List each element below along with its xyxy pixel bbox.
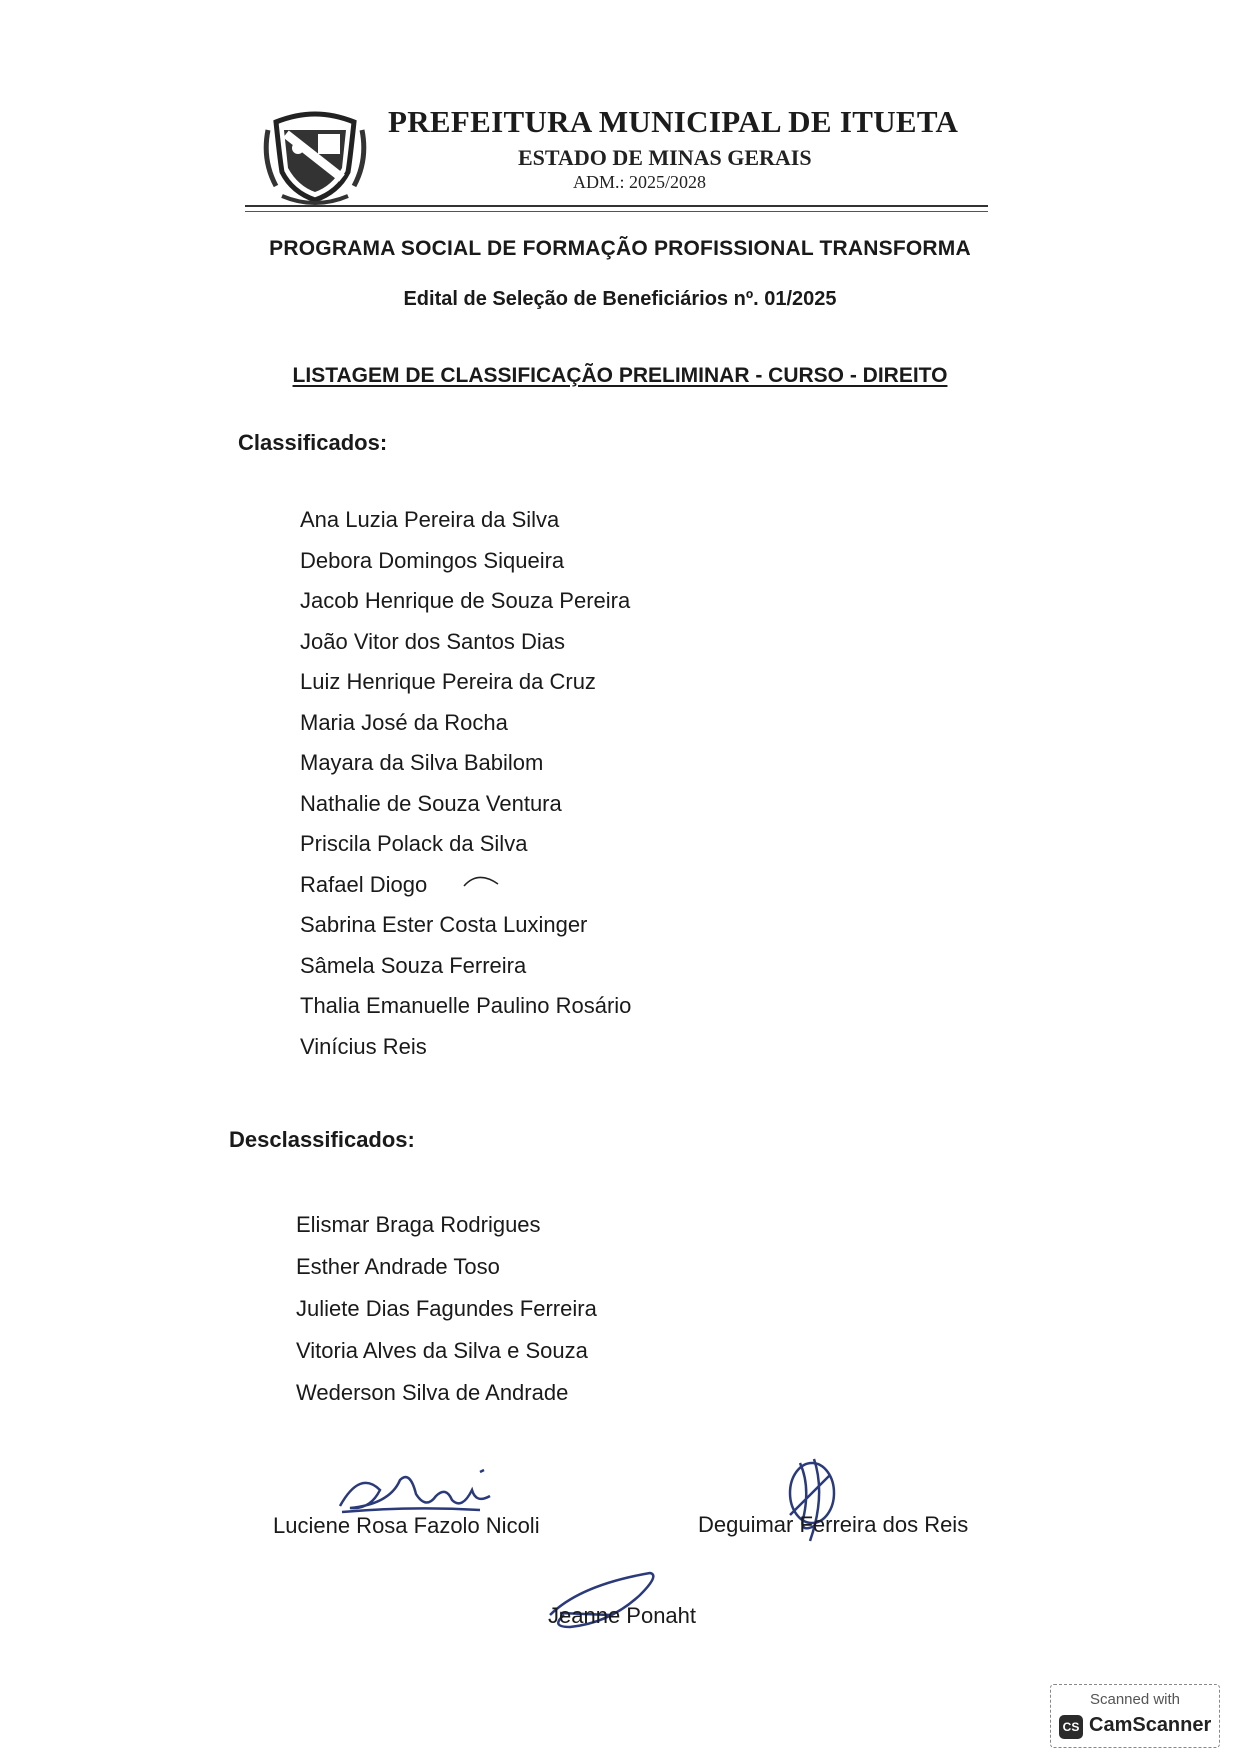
disqualified-heading: Desclassificados: (229, 1127, 415, 1152)
scanner-watermark (1050, 1684, 1220, 1748)
scanner-caption: Scanned with (1089, 1691, 1181, 1708)
header-divider (245, 205, 988, 207)
signature-name-1: Luciene Rosa Fazolo Nicoli (273, 1513, 540, 1538)
list-item: Sabrina Ester Costa Luxinger (300, 912, 588, 937)
list-item: Debora Domingos Siqueira (300, 547, 565, 573)
list-item: Juliete Dias Fagundes Ferreira (296, 1296, 597, 1321)
list-item: Nathalie de Souza Ventura (300, 790, 562, 816)
scanner-brand: CamScanner (1089, 1714, 1212, 1736)
list-item: Elismar Braga Rodrigues (296, 1212, 541, 1237)
signature-name-2: Deguimar Ferreira dos Reis (698, 1512, 969, 1537)
classified-list (300, 500, 631, 1067)
list-item: Sâmela Souza Ferreira (300, 952, 527, 978)
signature-mark-1-icon (330, 1460, 510, 1520)
pen-mark-icon (462, 870, 502, 890)
municipality-title: PREFEITURA MUNICIPAL DE ITUETA (388, 104, 959, 139)
list-item: Jacob Henrique de Souza Pereira (300, 588, 631, 613)
list-item: João Vitor dos Santos Dias (300, 628, 565, 654)
camscanner-logo-icon: CS (1059, 1715, 1083, 1739)
list-item: Mayara da Silva Babilom (300, 750, 544, 775)
classified-heading: Classificados: (238, 430, 388, 455)
list-item: Maria José da Rocha (300, 709, 508, 735)
state-subtitle: ESTADO DE MINAS GERAIS (518, 145, 812, 170)
list-item: Vitoria Alves da Silva e Souza (296, 1338, 588, 1363)
disqualified-list (296, 1204, 597, 1414)
municipal-crest-icon (262, 100, 368, 206)
list-item: Esther Andrade Toso (296, 1254, 500, 1279)
list-item: Ana Luzia Pereira da Silva (300, 507, 560, 532)
list-item: Luiz Henrique Pereira da Cruz (300, 669, 596, 694)
list-title: LISTAGEM DE CLASSIFICAÇÃO PRELIMINAR - CURSO - DIREITO (292, 364, 948, 387)
list-item: Thalia Emanuelle Paulino Rosário (300, 993, 632, 1018)
edital-title: Edital de Seleção de Beneficiários nº. 01/2025 (403, 288, 837, 310)
list-item: Rafael Diogo (300, 871, 428, 897)
list-item: Vinícius Reis (300, 1033, 427, 1059)
list-item: Wederson Silva de Andrade (296, 1380, 569, 1405)
header-divider-thin (245, 211, 988, 212)
signature-name-3: Jeanne Ponaht (548, 1603, 697, 1628)
administration-term: ADM.: 2025/2028 (573, 172, 707, 192)
program-title: PROGRAMA SOCIAL DE FORMAÇÃO PROFISSIONAL TRANSFORMA (269, 237, 971, 260)
list-item: Priscila Polack da Silva (300, 831, 528, 856)
